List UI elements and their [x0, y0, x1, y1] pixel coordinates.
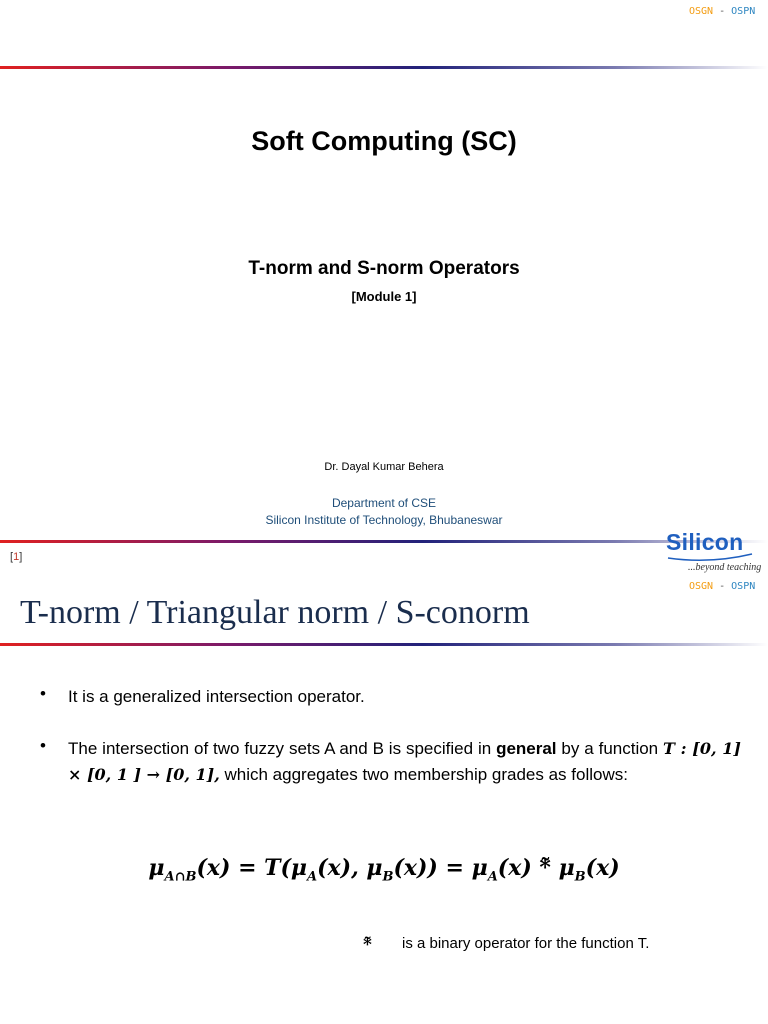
slide-divider-rule	[0, 540, 768, 543]
bullet-2-text: The intersection of two fuzzy sets A and B is specified in general by a function T : [0, 1] × [0, 1 ] → [0, 1], which aggregates two membership grades as follows:	[68, 739, 742, 784]
module-label: [Module 1]	[351, 289, 417, 304]
logo-tagline: ...beyond teaching	[688, 562, 762, 573]
logo-wordmark: Silicon	[666, 529, 744, 555]
operator-symbol: *̃	[363, 935, 372, 955]
slide-subtitle: T-norm and S-norm Operators	[248, 258, 520, 279]
institute: Silicon Institute of Technology, Bhubaneswar	[265, 513, 503, 527]
bullet-2-marker: •	[40, 736, 46, 755]
slide-title: Soft Computing (SC)	[251, 126, 517, 156]
department: Department of CSE	[331, 496, 437, 510]
osgn-ospn-tag: OSGN - OSPN	[689, 6, 756, 17]
header-rule	[0, 66, 768, 69]
tilde-star-operator: *̃	[539, 855, 551, 881]
bullet-1-text: It is a generalized intersection operator.	[68, 687, 365, 706]
osgn-ospn-tag-2: OSGN - OSPN	[689, 581, 756, 592]
bullet-1-marker: •	[40, 684, 46, 703]
section-title: T-norm / Triangular norm / S-conorm	[20, 594, 530, 631]
title-rule	[0, 643, 768, 646]
operator-note: is a binary operator for the function T.	[402, 935, 650, 952]
affiliation	[0, 495, 768, 529]
author-name: Dr. Dayal Kumar Behera	[324, 461, 444, 473]
intersection-formula: $\mu_{A\cap B}(x) = T(\mu_A(x)$, $\mu_B(x)) = \mu_A(x)$ *̃ $\mu_B(x)$	[148, 855, 620, 885]
reference-link[interactable]: [1]	[10, 551, 23, 563]
function-signature: T : [0, 1] × [0, 1 ] → [0, 1],	[68, 739, 742, 784]
